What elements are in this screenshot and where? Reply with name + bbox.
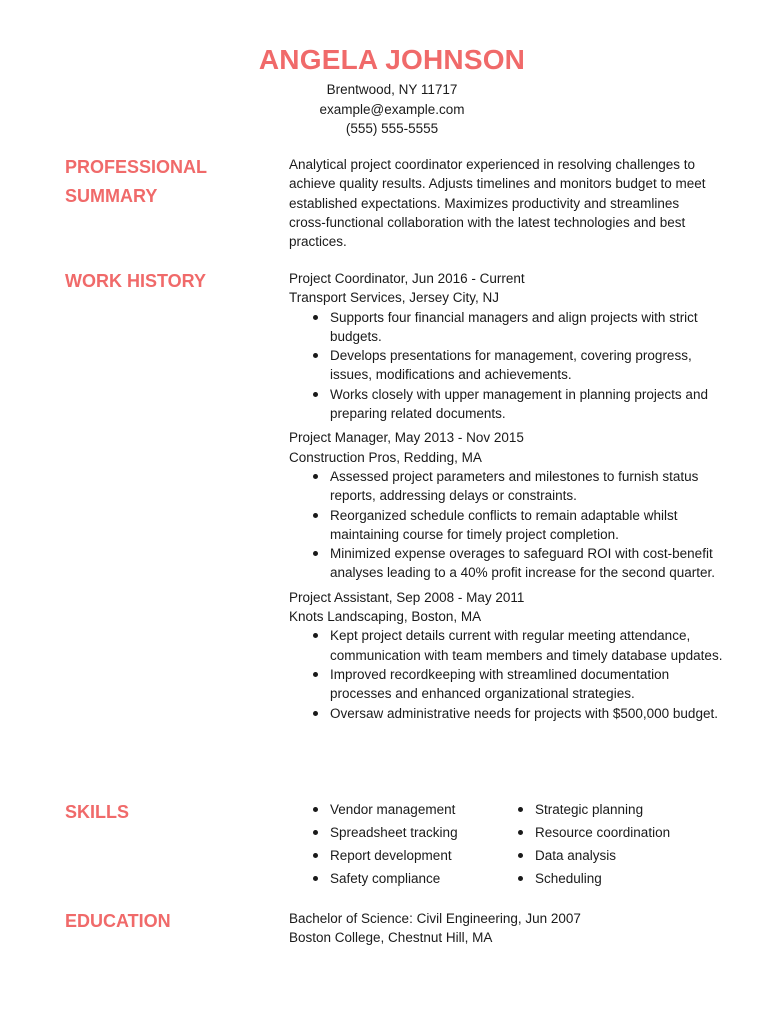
education-entry xyxy=(289,909,729,948)
job-bullets xyxy=(289,308,729,424)
summary-heading-line2: SUMMARY xyxy=(65,186,158,206)
job-company: Knots Landscaping, Boston, MA xyxy=(289,609,482,625)
job-bullet: Works closely with upper management in planning projects and preparing related documents. xyxy=(289,385,729,424)
skills-list xyxy=(289,798,729,890)
resume-header xyxy=(0,40,784,139)
job-bullet: Reorganized schedule conflicts to remain adaptable whilst maintaining course for timely project completion. xyxy=(289,506,729,545)
skill-item: Scheduling xyxy=(494,867,694,890)
work-history-list xyxy=(289,269,729,728)
job-bullet: Improved recordkeeping with streamlined documentation processes and enhanced organizational strategies. xyxy=(289,665,729,704)
job-entry xyxy=(289,588,729,723)
contact-email: example@example.com xyxy=(319,101,465,117)
job-bullet: Develops presentations for management, covering progress, issues, modifications and achievements. xyxy=(289,346,729,385)
education-degree: Bachelor of Science: Civil Engineering, Jun 2007 xyxy=(289,911,581,926)
job-bullet: Kept project details current with regular meeting attendance, communication with team members and timely database updates. xyxy=(289,626,729,665)
skill-item: Report development xyxy=(289,844,494,867)
job-company: Construction Pros, Redding, MA xyxy=(289,449,482,465)
job-bullet: Supports four financial managers and align projects with strict budgets. xyxy=(289,308,729,347)
job-company: Transport Services, Jersey City, NJ xyxy=(289,290,500,306)
job-bullet: Oversaw administrative needs for projects with $500,000 budget. xyxy=(289,704,729,723)
summary-heading xyxy=(65,153,255,211)
skill-item: Vendor management xyxy=(289,798,494,821)
skill-item: Data analysis xyxy=(494,844,694,867)
job-title: Project Manager, May 2013 - Nov 2015 xyxy=(289,430,524,446)
summary-text: Analytical project coordinator experienced in resolving challenges to achieve quality results. Adjusts timelines and monitors budget to meet established expectations. Maximizes productivity and streamlines cross-functional collaboration with the latest technologies and best practices. xyxy=(289,157,706,250)
candidate-name: ANGELA JOHNSON xyxy=(258,44,526,75)
skills-heading: SKILLS xyxy=(65,802,130,822)
job-bullets xyxy=(289,626,729,722)
contact-phone: (555) 555-5555 xyxy=(345,121,439,136)
contact-address: Brentwood, NY 11717 xyxy=(326,82,458,97)
skill-item: Strategic planning xyxy=(494,798,694,821)
job-bullet: Assessed project parameters and milestones to furnish status reports, addressing delays or constraints. xyxy=(289,467,729,506)
job-bullet: Minimized expense overages to safeguard ROI with cost-benefit analyses leading to a 40% profit increase for the second quarter. xyxy=(289,544,729,583)
education-school: Boston College, Chestnut Hill, MA xyxy=(289,930,493,946)
job-bullets xyxy=(289,467,729,583)
skill-item: Resource coordination xyxy=(494,821,694,844)
job-entry xyxy=(289,269,729,423)
job-entry xyxy=(289,428,729,582)
summary-heading-line1: PROFESSIONAL xyxy=(65,157,208,177)
skill-item: Spreadsheet tracking xyxy=(289,821,494,844)
work-history-heading: WORK HISTORY xyxy=(65,271,207,291)
education-heading: EDUCATION xyxy=(65,911,171,931)
job-title: Project Assistant, Sep 2008 - May 2011 xyxy=(289,589,525,605)
skill-item: Safety compliance xyxy=(289,867,494,890)
job-title: Project Coordinator, Jun 2016 - Current xyxy=(289,271,525,286)
